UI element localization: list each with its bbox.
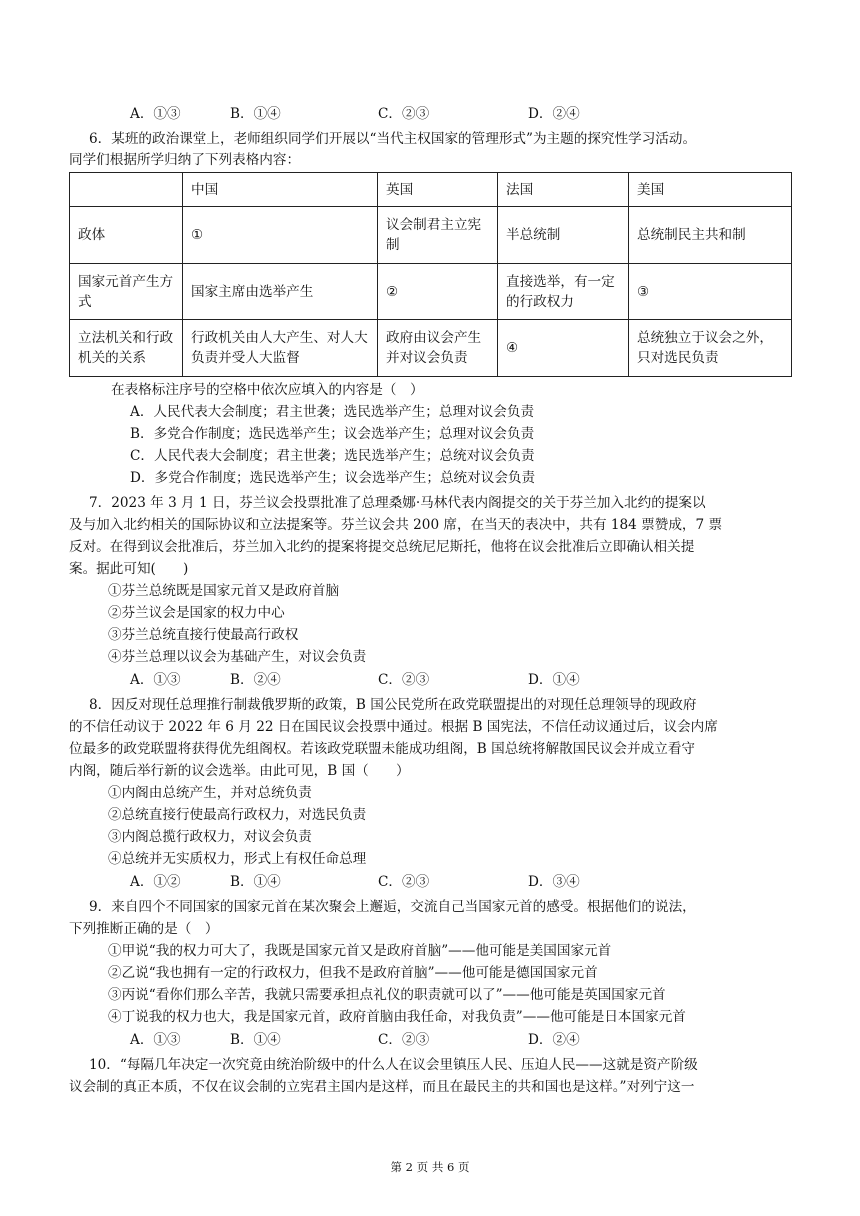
table-cell: 直接选举，有一定的行政权力 xyxy=(498,264,629,320)
q7-option-a[interactable]: A．①③ xyxy=(130,672,181,688)
table-cell: ② xyxy=(378,264,498,320)
q9-option-c[interactable]: C．②③ xyxy=(378,1032,430,1048)
q7-option-b[interactable]: B．②④ xyxy=(230,672,281,688)
q8-item: ②总统直接行使最高行政权力，对选民负责 xyxy=(108,807,367,823)
table-row xyxy=(70,320,792,377)
q6-stem-line-1: 6．某班的政治课堂上，老师组织同学们开展以“当代主权国家的管理形式”为主题的探究性学习活动。 xyxy=(89,131,697,147)
table-header-cell: 中国 xyxy=(183,173,378,207)
q8-stem-line: 内阁，随后举行新的议会选举。由此可见，B 国（ ） xyxy=(69,763,410,779)
q5-option-a[interactable]: A．①③ xyxy=(130,106,181,122)
q8-item: ④总统并无实质权力，形式上有权任命总理 xyxy=(108,851,367,867)
q7-options xyxy=(130,671,770,689)
table-row xyxy=(70,207,792,264)
q7-option-c[interactable]: C．②③ xyxy=(378,672,430,688)
q7-item: ①芬兰总统既是国家元首又是政府首脑 xyxy=(108,583,340,599)
table-row-label: 立法机关和行政机关的关系 xyxy=(70,320,183,377)
table-cell: ③ xyxy=(629,264,792,320)
table-header-row xyxy=(70,173,792,207)
q9-option-d[interactable]: D．②④ xyxy=(528,1032,580,1048)
q9-item: ①甲说“我的权力可大了，我既是国家元首又是政府首脑”——他可能是美国国家元首 xyxy=(108,943,612,959)
q8-item: ③内阁总揽行政权力，对议会负责 xyxy=(108,829,312,845)
q7-item: ③芬兰总统直接行使最高行政权 xyxy=(108,627,299,643)
table-cell: 半总统制 xyxy=(498,207,629,264)
table-cell: 议会制君主立宪制 xyxy=(378,207,498,264)
q9-stem-line: 下列推断正确的是（ ） xyxy=(69,921,219,937)
q9-stem-line: 9．来自四个不同国家的国家元首在某次聚会上邂逅，交流自己当国家元首的感受。根据他们的说法， xyxy=(89,899,696,915)
page-footer: 第 2 页 共 6 页 xyxy=(390,1160,470,1174)
q10-stem-line: 10．“每隔几年决定一次究竟由统治阶级中的什么人在议会里镇压人民、压迫人民——这就是资产阶级 xyxy=(89,1057,698,1073)
q6-choice-b[interactable]: B．多党合作制度；选民选举产生；议会选举产生；总理对议会负责 xyxy=(130,426,535,442)
table-row xyxy=(70,264,792,320)
q9-option-a[interactable]: A．①③ xyxy=(130,1032,181,1048)
q8-option-d[interactable]: D．③④ xyxy=(528,874,580,890)
q7-stem-line: 7．2023 年 3 月 1 日，芬兰议会投票批准了总理桑娜·马林代表内阁提交的关于芬兰加入北约的提案以 xyxy=(89,495,706,511)
q7-stem-line: 案。据此可知( ) xyxy=(69,561,189,577)
q6-choice-a[interactable]: A．人民代表大会制度；君主世袭；选民选举产生；总理对议会负责 xyxy=(130,404,535,420)
q8-option-c[interactable]: C．②③ xyxy=(378,874,430,890)
table-cell: 国家主席由选举产生 xyxy=(183,264,378,320)
q9-option-b[interactable]: B．①④ xyxy=(230,1032,281,1048)
q6-choice-d[interactable]: D．多党合作制度；选民选举产生；议会选举产生；总统对议会负责 xyxy=(130,470,536,486)
table-header-cell xyxy=(70,173,183,207)
table-cell: 总统独立于议会之外，只对选民负责 xyxy=(629,320,792,377)
q5-option-c[interactable]: C．②③ xyxy=(378,106,430,122)
q5-options xyxy=(130,105,770,123)
q9-item: ④丁说我的权力也大，我是国家元首，政府首脑由我任命，对我负责”——他可能是日本国家元首 xyxy=(108,1009,686,1025)
table-row-label: 政体 xyxy=(70,207,183,264)
q7-item: ④芬兰总理以议会为基础产生，对议会负责 xyxy=(108,649,367,665)
q10-stem-line: 议会制的真正本质，不仅在议会制的立宪君主国内是这样，而且在最民主的共和国也是这样。”对列宁这一 xyxy=(69,1079,695,1095)
q8-option-a[interactable]: A．①② xyxy=(130,874,181,890)
q8-options xyxy=(130,873,770,891)
q8-stem-line: 位最多的政党联盟将获得优先组阁权。若该政党联盟未能成功组阁，B 国总统将解散国民议会并成立看守 xyxy=(69,741,696,757)
q5-option-d[interactable]: D．②④ xyxy=(528,106,580,122)
table-row-label: 国家元首产生方式 xyxy=(70,264,183,320)
q8-option-b[interactable]: B．①④ xyxy=(230,874,281,890)
q6-question: 在表格标注序号的空格中依次应填入的内容是（ ） xyxy=(111,382,424,398)
q6-comparison-table xyxy=(69,172,792,377)
q6-stem-line-2: 同学们根据所学归纳了下列表格内容： xyxy=(69,152,301,168)
q7-option-d[interactable]: D．①④ xyxy=(528,672,580,688)
q9-item: ②乙说“我也拥有一定的行政权力，但我不是政府首脑”——他可能是德国国家元首 xyxy=(108,965,598,981)
q8-stem-line: 8．因反对现任总理推行制裁俄罗斯的政策，B 国公民党所在政党联盟提出的对现任总理领导的现政府 xyxy=(89,697,697,713)
q5-option-b[interactable]: B．①④ xyxy=(230,106,281,122)
table-cell: 政府由议会产生并对议会负责 xyxy=(378,320,498,377)
q8-item: ①内阁由总统产生，并对总统负责 xyxy=(108,785,312,801)
table-header-cell: 法国 xyxy=(498,173,629,207)
q9-item: ③丙说“看你们那么辛苦，我就只需要承担点礼仪的职责就可以了”——他可能是英国国家元首 xyxy=(108,987,666,1003)
q8-stem-line: 的不信任动议于 2022 年 6 月 22 日在国民议会投票中通过。根据 B 国宪法，不信任动议通过后，议会内席 xyxy=(69,719,718,735)
q7-stem-line: 及与加入北约相关的国际协议和立法提案等。芬兰议会共 200 席，在当天的表决中，共有 184 票赞成，7 票 xyxy=(69,517,723,533)
table-header-cell: 美国 xyxy=(629,173,792,207)
q9-options xyxy=(130,1031,770,1049)
table-cell: 总统制民主共和制 xyxy=(629,207,792,264)
q7-item: ②芬兰议会是国家的权力中心 xyxy=(108,605,285,621)
q6-choice-c[interactable]: C．人民代表大会制度；君主世袭；选民选举产生；总统对议会负责 xyxy=(130,448,535,464)
table-header-cell: 英国 xyxy=(378,173,498,207)
q7-stem-line: 反对。在得到议会批准后，芬兰加入北约的提案将提交总统尼尼斯托，他将在议会批准后立即确认相关提 xyxy=(69,539,695,555)
table-cell: ① xyxy=(183,207,378,264)
table-cell: 行政机关由人大产生、对人大负责并受人大监督 xyxy=(183,320,378,377)
table-cell: ④ xyxy=(498,320,629,377)
